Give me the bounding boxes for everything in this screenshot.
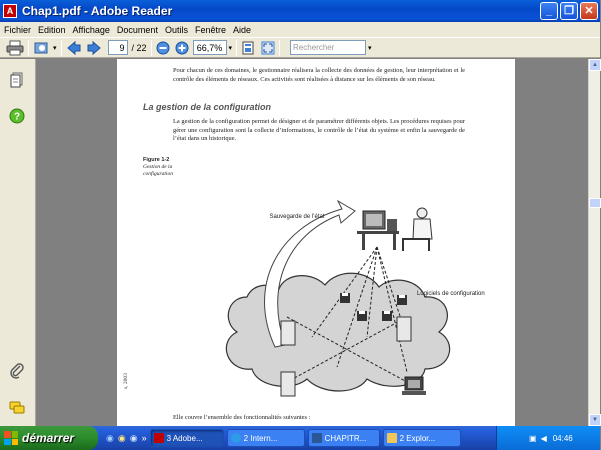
task-label: CHAPITR... (324, 433, 367, 443)
help-icon[interactable] (8, 107, 26, 130)
ie-icon[interactable]: ◉ (106, 432, 114, 443)
adobe-reader-icon: A (3, 4, 17, 18)
diagram-label-software: Logiciels de configuration (417, 291, 485, 297)
previous-page-icon[interactable] (66, 40, 82, 56)
toolbar-separator (236, 40, 237, 56)
diagram-label-save: Sauvegarde de l’état (269, 214, 325, 220)
media-icon[interactable]: ◉ (129, 432, 138, 443)
search-dropdown-icon[interactable]: ▾ (368, 44, 372, 52)
email-icon[interactable] (33, 40, 51, 56)
network-icon[interactable]: ▣ (529, 433, 537, 443)
configuration-diagram (207, 147, 485, 402)
word-icon (312, 433, 322, 443)
page-margin-text: s, 2003 (123, 373, 129, 389)
toolbar-separator (279, 40, 280, 56)
start-label: démarrer (22, 431, 75, 445)
pages-icon[interactable] (8, 71, 26, 94)
chevron-down-icon[interactable]: ▾ (53, 44, 57, 52)
page-number-input[interactable]: 9 (108, 40, 128, 55)
zoom-input[interactable]: 66,7% (193, 40, 227, 55)
fit-page-icon[interactable] (241, 40, 255, 56)
task-label: 3 Adobe... (166, 433, 203, 443)
scrollbar-thumb[interactable] (589, 198, 601, 208)
menu-document[interactable]: Document (116, 24, 158, 35)
window-controls (540, 2, 598, 20)
taskbar (0, 426, 600, 450)
zoom-dropdown-icon[interactable]: ▾ (228, 44, 233, 52)
quick-launch (106, 433, 147, 444)
menu-bar (0, 22, 600, 37)
folder-icon (387, 433, 397, 443)
section-heading: La gestion de la configuration (143, 102, 272, 112)
menu-aide[interactable]: Aide (233, 24, 252, 35)
outlook-icon[interactable]: ◉ (117, 432, 126, 443)
window-title: Chap1.pdf - Adobe Reader (22, 4, 173, 18)
figure-label: Figure 1-2 (143, 157, 170, 163)
document-area (36, 59, 588, 426)
full-screen-icon[interactable] (261, 40, 275, 56)
minimize-button[interactable]: _ (540, 2, 558, 20)
scroll-down-icon[interactable]: ▼ (589, 414, 601, 426)
menu-fenetre[interactable]: Fenêtre (194, 24, 226, 35)
figure-caption-text: Gestion de la configuration (143, 164, 173, 177)
windows-logo-icon (4, 431, 18, 445)
paragraph-main: La gestion de la configuration permet de désigner et de paramétrer différents objets. Les procédures requises pour gérer une configuration sont la collecte d’informations, le contrôle de l’état du système et enfin la sauvegarde de l’état dans un historique. (173, 118, 465, 143)
paragraph-top: Pour chacun de ces domaines, le gestionnaire réalisera la collecte des données de gestion, leur interprétation et le contrôle des éléments de réseaux. Ces activités sont réalisées à distance sur les éléments de son réseau. (173, 67, 465, 83)
menu-outils[interactable]: Outils (164, 24, 188, 35)
admin-workstation (357, 208, 432, 251)
next-page-icon[interactable] (86, 40, 102, 56)
task-label: 2 Explor... (399, 433, 436, 443)
scroll-up-icon[interactable]: ▲ (589, 59, 601, 71)
menu-edition[interactable]: Edition (38, 24, 66, 35)
svg-text:?: ? (13, 111, 21, 123)
zoom-in-icon[interactable] (175, 40, 189, 56)
maximize-button[interactable]: ❐ (560, 2, 578, 20)
clock: 04:46 (552, 433, 573, 443)
task-word[interactable] (308, 429, 380, 447)
title-bar (0, 0, 600, 22)
comments-icon[interactable] (8, 399, 26, 422)
toolbar-separator (61, 40, 62, 56)
toolbar (0, 37, 600, 58)
paragraph-bottom: Elle couvre l’ensemble des fonctionnalités suivantes : (173, 414, 311, 421)
task-label: 2 Intern... (243, 433, 278, 443)
figure-caption (143, 157, 188, 178)
zoom-out-icon[interactable] (156, 40, 170, 56)
ie-task-icon (231, 433, 241, 443)
task-adobe[interactable] (150, 429, 224, 447)
task-internet[interactable] (227, 429, 305, 447)
page-total: / 22 (131, 42, 147, 53)
navigation-pane (0, 59, 36, 426)
print-icon[interactable] (6, 40, 24, 56)
task-explorer[interactable] (383, 429, 461, 447)
computer-icon (402, 377, 426, 395)
toolbar-separator (28, 40, 29, 56)
menu-affichage[interactable]: Affichage (72, 24, 110, 35)
start-button[interactable] (0, 426, 98, 450)
more-chevron-icon[interactable]: » (141, 433, 147, 443)
close-button[interactable]: ✕ (580, 2, 598, 20)
vertical-scrollbar[interactable] (588, 59, 600, 426)
system-tray (496, 426, 600, 450)
toolbar-separator (151, 40, 152, 56)
attachments-icon[interactable] (8, 362, 26, 385)
adobe-icon (154, 433, 164, 443)
menu-fichier[interactable]: Fichier (4, 24, 32, 35)
search-input[interactable]: Rechercher (290, 40, 366, 55)
pdf-page (117, 59, 515, 426)
volume-icon[interactable]: ◀ (540, 433, 547, 443)
